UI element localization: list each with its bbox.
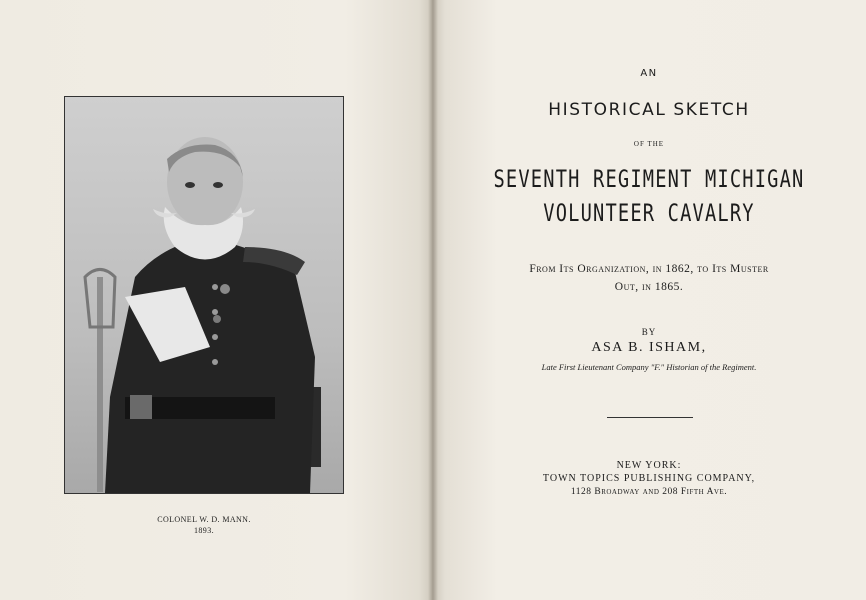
subtitle-line1: From Its Organization, in 1862, to Its Muster (529, 263, 769, 275)
publisher-name: TOWN TOPICS PUBLISHING COMPANY, (542, 473, 756, 484)
portrait-photograph (64, 96, 344, 494)
author-title: Late First Lieutenant Company "F." Historian of the Regiment. (541, 362, 757, 372)
publisher-city: NEW YORK: (616, 460, 682, 471)
title-page (432, 0, 866, 600)
portrait-caption (64, 514, 344, 536)
title-an: AN (640, 68, 658, 79)
title-historical-sketch: HISTORICAL SKETCH (548, 100, 750, 120)
main-title-line2: VOLUNTEER CAVALRY (543, 199, 755, 227)
caption-year: 1893. (194, 526, 214, 535)
subtitle-line2: Out, in 1865. (614, 281, 684, 293)
divider-rule (607, 417, 693, 418)
publisher-address: 1128 Broadway and 208 Fifth Ave. (570, 487, 728, 497)
left-page (0, 0, 432, 600)
title-of-the: OF THE (633, 140, 665, 148)
author-name: ASA B. ISHAM, (591, 340, 707, 355)
caption-name: COLONEL W. D. MANN. (157, 515, 251, 524)
by-label: BY (641, 327, 657, 337)
main-title-line1: SEVENTH REGIMENT MICHIGAN (493, 165, 805, 193)
